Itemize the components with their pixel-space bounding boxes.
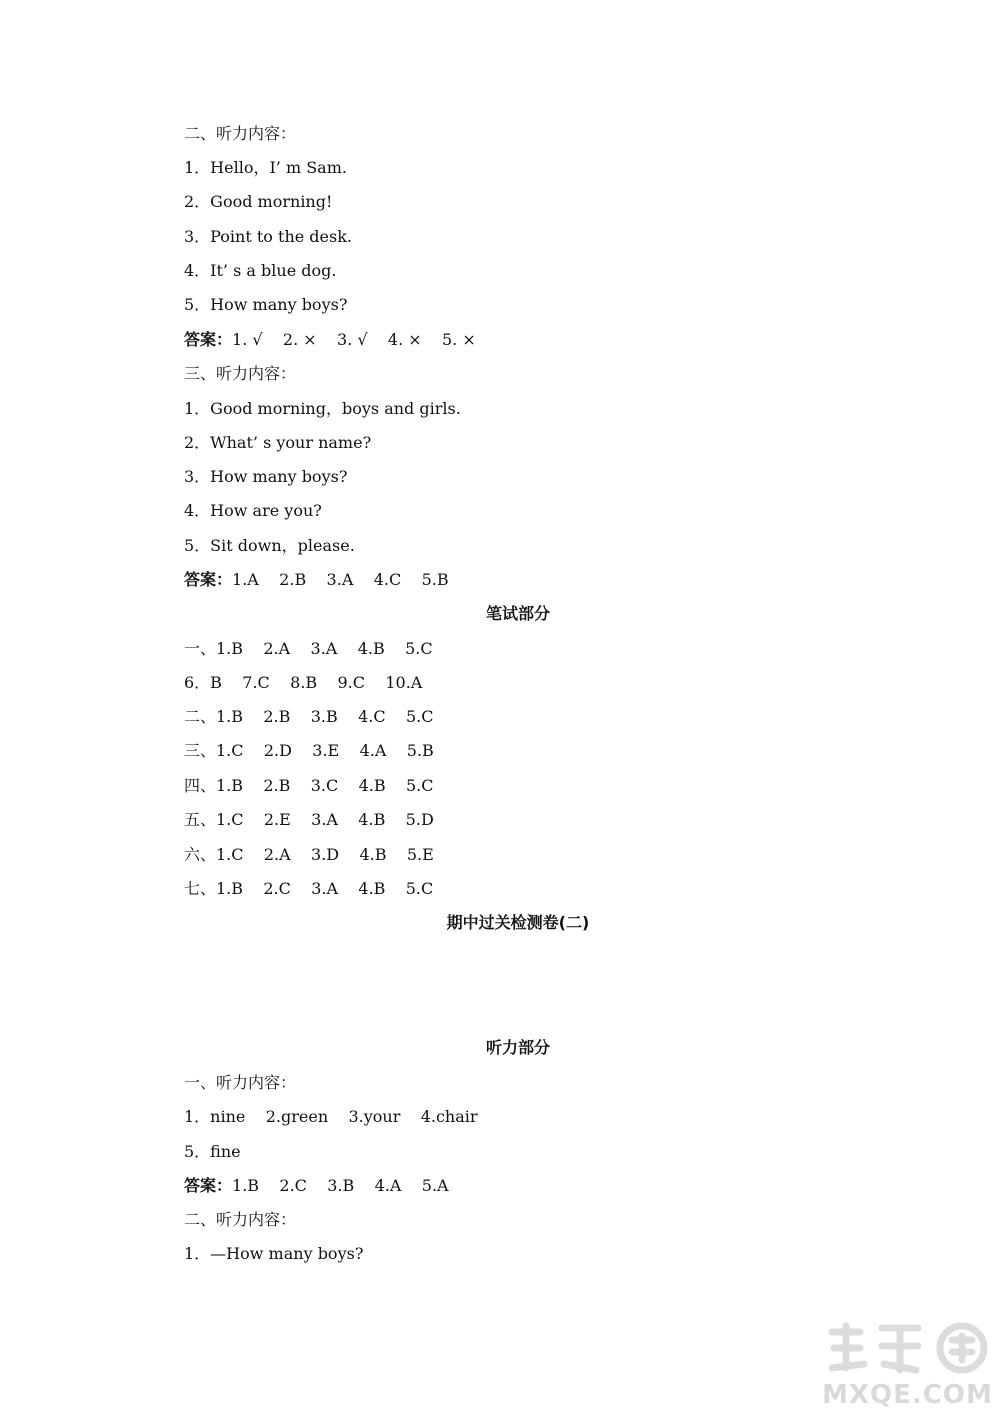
section-heading: 期中过关检测卷(二) xyxy=(446,913,590,932)
text-line: 一、听力内容： xyxy=(184,1073,297,1092)
text-line: 三、1.C 2.D 3.E 4.A 5.B xyxy=(184,741,434,760)
text-line: 3．How many boys? xyxy=(184,467,348,486)
answer-values: 1.A 2.B 3.A 4.C 5.B xyxy=(232,570,449,589)
text-line: 二、听力内容： xyxy=(184,124,297,143)
section-heading: 听力部分 xyxy=(485,1038,550,1057)
text-line: 四、1.B 2.B 3.C 4.B 5.C xyxy=(184,776,434,795)
text-line: 2．Good morning! xyxy=(184,192,333,211)
text-line: 1．Good morning，boys and girls. xyxy=(184,399,461,418)
text-line: 5．How many boys? xyxy=(184,295,348,314)
answer-line xyxy=(184,1176,449,1196)
text-line: 三、听力内容： xyxy=(184,364,297,383)
answer-label: 答案： xyxy=(184,570,233,589)
text-line: 一、1.B 2.A 3.A 4.B 5.C xyxy=(184,639,433,658)
watermark-logo xyxy=(820,1318,995,1410)
text-line: 4．It’ s a blue dog. xyxy=(184,261,337,280)
answer-values: 1.B 2.C 3.B 4.A 5.A xyxy=(232,1176,449,1195)
text-line: 3．Point to the desk. xyxy=(184,227,353,246)
text-line: 6．B 7.C 8.B 9.C 10.A xyxy=(184,673,423,692)
text-line: 五、1.C 2.E 3.A 4.B 5.D xyxy=(184,810,434,829)
text-line: 5．Sit down，please. xyxy=(184,536,355,555)
text-line: 5．fine xyxy=(184,1142,241,1161)
answer-circle-logo-icon xyxy=(820,1318,995,1378)
answer-line xyxy=(184,330,476,350)
answer-line xyxy=(184,570,449,590)
text-line: 2．What’ s your name? xyxy=(184,433,372,452)
text-line: 1．Hello，I’ m Sam. xyxy=(184,158,347,177)
text-line: 二、听力内容： xyxy=(184,1210,297,1229)
answer-values: 1. √ 2. × 3. √ 4. × 5. × xyxy=(232,330,476,349)
text-line: 1．nine 2.green 3.your 4.chair xyxy=(184,1107,478,1126)
answer-label: 答案： xyxy=(184,1176,233,1195)
watermark-site-text: MXQE.COM xyxy=(822,1380,993,1410)
text-line: 七、1.B 2.C 3.A 4.B 5.C xyxy=(184,879,434,898)
answer-label: 答案： xyxy=(184,330,233,349)
text-line: 1．—How many boys? xyxy=(184,1244,364,1263)
section-heading: 笔试部分 xyxy=(485,604,550,623)
text-line: 二、1.B 2.B 3.B 4.C 5.C xyxy=(184,707,434,726)
text-line: 4．How are you? xyxy=(184,501,322,520)
text-line: 六、1.C 2.A 3.D 4.B 5.E xyxy=(184,845,434,864)
